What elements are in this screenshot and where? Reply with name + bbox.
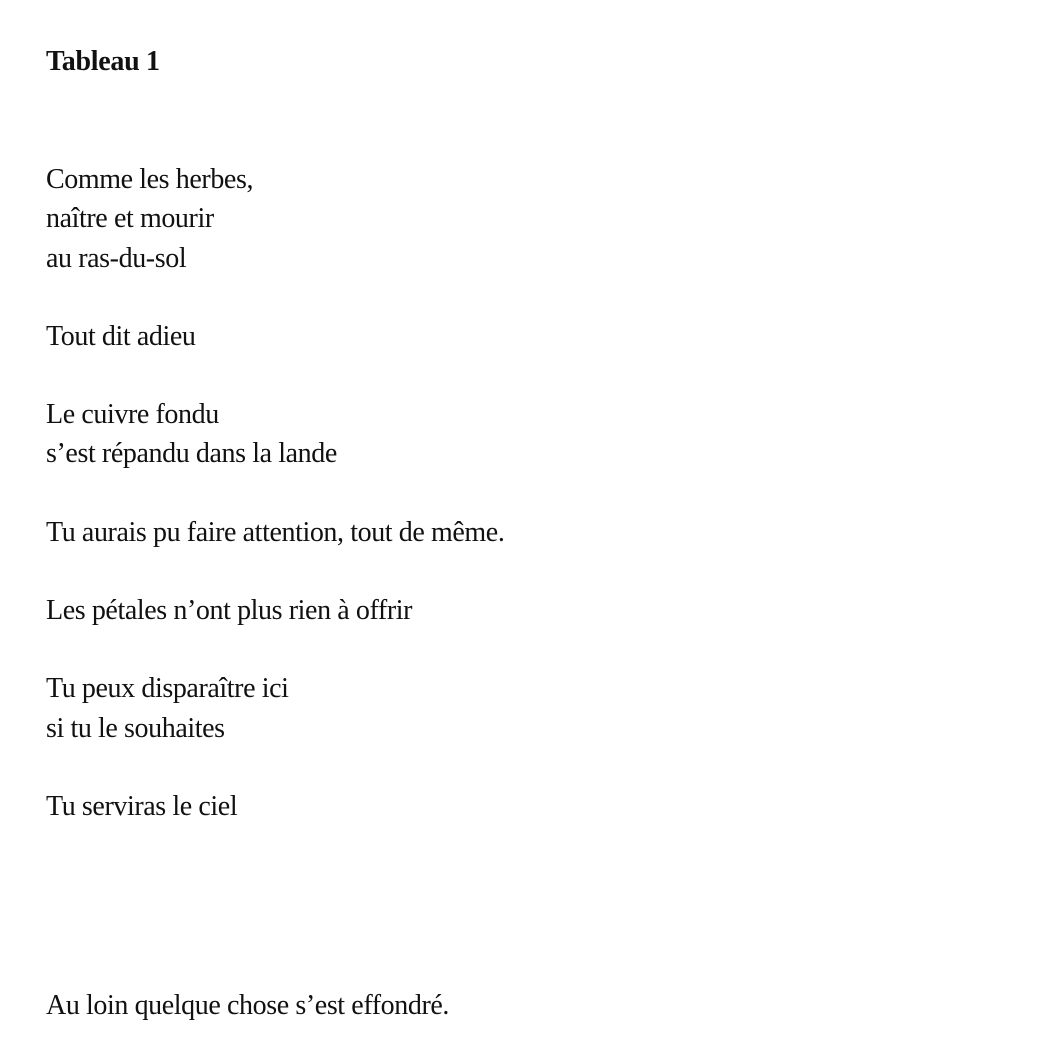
poem-line: Comme les herbes, [46, 164, 254, 195]
poem-line: naître et mourir [46, 203, 214, 235]
poem-line: au ras-du-sol [46, 242, 187, 274]
stanza-4 [46, 513, 504, 552]
stanza-7 [46, 787, 504, 826]
document-title: Tableau 1 [46, 46, 160, 77]
stanza-3 [46, 395, 504, 474]
stanza-2 [46, 317, 504, 356]
stanza-1 [46, 160, 504, 278]
document-page [46, 0, 1016, 1062]
poem-line: Le cuivre fondu [46, 399, 219, 431]
poem-line: Tu peux disparaître ici [46, 673, 289, 705]
poem-line: s’est répandu dans la lande [46, 438, 337, 470]
stanza-5 [46, 591, 504, 630]
poem-line: Les pétales n’ont plus rien à offrir [46, 595, 413, 627]
closing-line: Au loin quelque chose s’est effondré. [46, 990, 450, 1021]
poem-body [46, 160, 504, 865]
poem-line: si tu le souhaites [46, 712, 225, 744]
poem-line: Tu serviras le ciel [46, 790, 238, 822]
poem-line: Tout dit adieu [46, 320, 196, 352]
poem-line: Tu aurais pu faire attention, tout de même. [46, 516, 505, 548]
stanza-6 [46, 669, 504, 748]
